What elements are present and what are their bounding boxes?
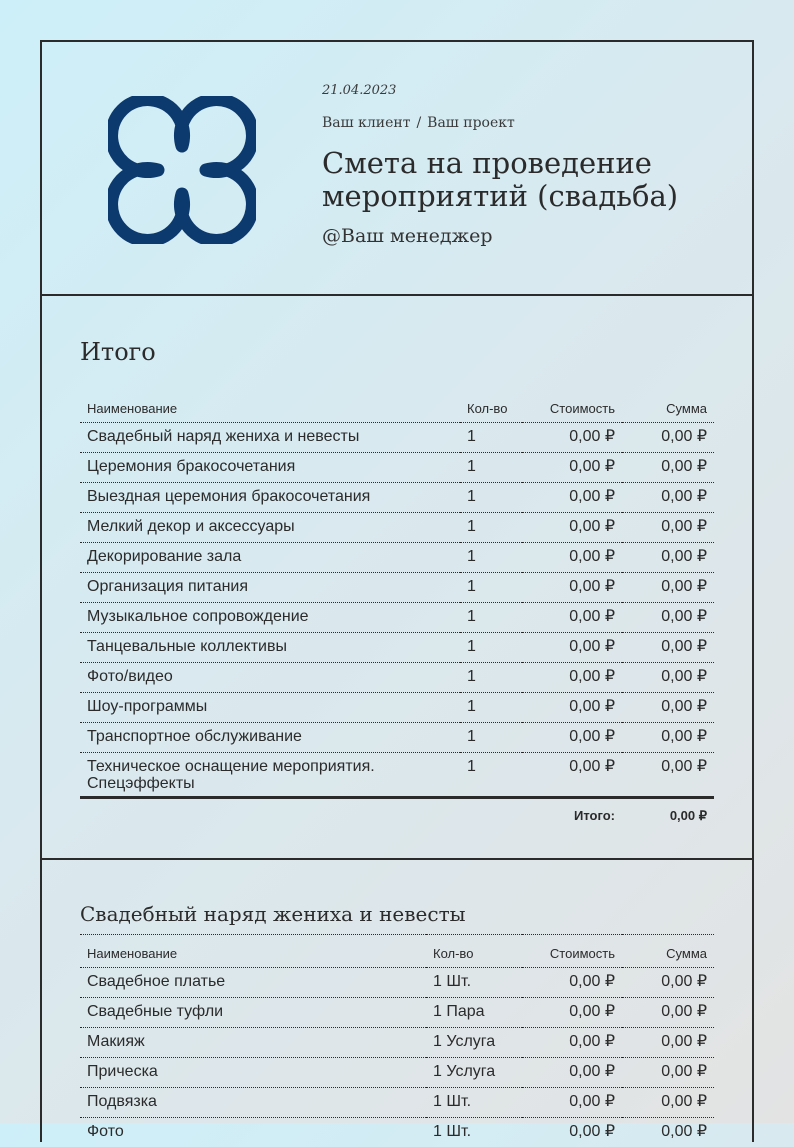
table-row <box>80 1028 714 1058</box>
breadcrumb-client[interactable]: Ваш клиент <box>322 115 410 131</box>
table-row <box>80 998 714 1028</box>
item-qty: 1 <box>460 513 522 543</box>
item-name: Мелкий декор и аксессуары <box>80 513 460 543</box>
table-row <box>80 633 714 663</box>
table-row <box>80 723 714 753</box>
item-sum: 0,00 ₽ <box>622 1118 714 1147</box>
item-price: 0,00 ₽ <box>522 453 622 483</box>
summary-title: Итого <box>80 296 714 388</box>
item-qty: 1 <box>460 663 522 693</box>
item-name: Прическа <box>80 1058 426 1088</box>
item-qty: 1 <box>460 603 522 633</box>
item-sum: 0,00 ₽ <box>622 633 714 663</box>
item-qty: 1 Услуга <box>426 1058 522 1088</box>
item-qty: 1 <box>460 573 522 603</box>
table-row <box>80 1118 714 1147</box>
item-price: 0,00 ₽ <box>522 1058 622 1088</box>
item-name: Организация питания <box>80 573 460 603</box>
item-qty: 1 <box>460 483 522 513</box>
item-name: Свадебное платье <box>80 968 426 998</box>
breadcrumb-separator: / <box>410 115 427 131</box>
detail-table <box>80 934 714 1147</box>
page-title <box>322 147 742 213</box>
item-name: Фото/видео <box>80 663 460 693</box>
item-sum: 0,00 ₽ <box>622 998 714 1028</box>
col-qty-header: Кол-во <box>460 390 522 423</box>
manager-mention[interactable]: @Ваш менеджер <box>322 225 742 247</box>
item-qty: 1 <box>460 723 522 753</box>
item-price: 0,00 ₽ <box>522 543 622 573</box>
table-row <box>80 693 714 723</box>
item-qty: 1 <box>460 543 522 573</box>
table-row <box>80 1088 714 1118</box>
table-row <box>80 483 714 513</box>
item-price: 0,00 ₽ <box>522 1028 622 1058</box>
item-price: 0,00 ₽ <box>522 998 622 1028</box>
detail-title: Свадебный наряд жениха и невесты <box>80 860 714 934</box>
item-name: Подвязка <box>80 1088 426 1118</box>
item-sum: 0,00 ₽ <box>622 663 714 693</box>
item-qty: 1 Шт. <box>426 968 522 998</box>
item-price: 0,00 ₽ <box>522 483 622 513</box>
summary-section <box>42 296 752 860</box>
col-sum-header: Сумма <box>622 390 714 423</box>
document-date: 21.04.2023 <box>322 83 742 98</box>
item-name: Фото <box>80 1118 426 1147</box>
item-qty: 1 <box>460 633 522 663</box>
item-sum: 0,00 ₽ <box>622 603 714 633</box>
title-line-1: Смета на проведение <box>322 147 742 180</box>
breadcrumb <box>322 115 742 131</box>
title-line-2: мероприятий (свадьба) <box>322 180 742 213</box>
item-price: 0,00 ₽ <box>522 663 622 693</box>
item-price: 0,00 ₽ <box>522 968 622 998</box>
table-row <box>80 513 714 543</box>
table-row <box>80 1058 714 1088</box>
estimate-document <box>40 40 754 1142</box>
item-name: Макияж <box>80 1028 426 1058</box>
item-qty: 1 Услуга <box>426 1028 522 1058</box>
item-qty: 1 <box>460 693 522 723</box>
item-name: Свадебные туфли <box>80 998 426 1028</box>
breadcrumb-project[interactable]: Ваш проект <box>427 115 515 131</box>
item-price: 0,00 ₽ <box>522 603 622 633</box>
col-price-header: Стоимость <box>522 390 622 423</box>
table-row <box>80 753 714 798</box>
item-price: 0,00 ₽ <box>522 573 622 603</box>
item-qty: 1 Шт. <box>426 1118 522 1147</box>
item-sum: 0,00 ₽ <box>622 1088 714 1118</box>
item-price: 0,00 ₽ <box>522 723 622 753</box>
item-name: Музыкальное сопровождение <box>80 603 460 633</box>
item-price: 0,00 ₽ <box>522 1118 622 1147</box>
item-sum: 0,00 ₽ <box>622 423 714 453</box>
company-logo-icon <box>108 96 256 244</box>
item-name: Транспортное обслуживание <box>80 723 460 753</box>
table-row <box>80 968 714 998</box>
item-sum: 0,00 ₽ <box>622 1058 714 1088</box>
item-name: Шоу-программы <box>80 693 460 723</box>
col-name-header: Наименование <box>80 390 460 423</box>
item-price: 0,00 ₽ <box>522 423 622 453</box>
item-name: Церемония бракосочетания <box>80 453 460 483</box>
detail-section <box>42 860 752 1147</box>
item-price: 0,00 ₽ <box>522 753 622 798</box>
item-name: Декорирование зала <box>80 543 460 573</box>
item-price: 0,00 ₽ <box>522 1088 622 1118</box>
col-price-header: Стоимость <box>522 935 622 968</box>
item-sum: 0,00 ₽ <box>622 573 714 603</box>
item-qty: 1 <box>460 453 522 483</box>
total-label: Итого: <box>522 798 622 829</box>
item-sum: 0,00 ₽ <box>622 543 714 573</box>
col-name-header: Наименование <box>80 935 426 968</box>
item-sum: 0,00 ₽ <box>622 1028 714 1058</box>
table-row <box>80 603 714 633</box>
document-header <box>42 42 752 296</box>
item-qty: 1 <box>460 753 522 798</box>
table-row <box>80 663 714 693</box>
col-sum-header: Сумма <box>622 935 714 968</box>
item-name: Выездная церемония бракосочетания <box>80 483 460 513</box>
item-name: Техническое оснащение мероприятия. Спецэффекты <box>80 753 460 798</box>
item-price: 0,00 ₽ <box>522 513 622 543</box>
item-sum: 0,00 ₽ <box>622 453 714 483</box>
item-sum: 0,00 ₽ <box>622 723 714 753</box>
item-name: Свадебный наряд жениха и невесты <box>80 423 460 453</box>
item-qty: 1 <box>460 423 522 453</box>
table-row <box>80 453 714 483</box>
item-sum: 0,00 ₽ <box>622 483 714 513</box>
total-value: 0,00 ₽ <box>622 798 714 829</box>
table-row <box>80 573 714 603</box>
item-price: 0,00 ₽ <box>522 633 622 663</box>
item-qty: 1 Пара <box>426 998 522 1028</box>
item-price: 0,00 ₽ <box>522 693 622 723</box>
item-sum: 0,00 ₽ <box>622 753 714 798</box>
item-name: Танцевальные коллективы <box>80 633 460 663</box>
summary-table <box>80 390 714 828</box>
table-row <box>80 543 714 573</box>
table-row <box>80 423 714 453</box>
item-sum: 0,00 ₽ <box>622 968 714 998</box>
item-qty: 1 Шт. <box>426 1088 522 1118</box>
item-sum: 0,00 ₽ <box>622 513 714 543</box>
item-sum: 0,00 ₽ <box>622 693 714 723</box>
col-qty-header: Кол-во <box>426 935 522 968</box>
